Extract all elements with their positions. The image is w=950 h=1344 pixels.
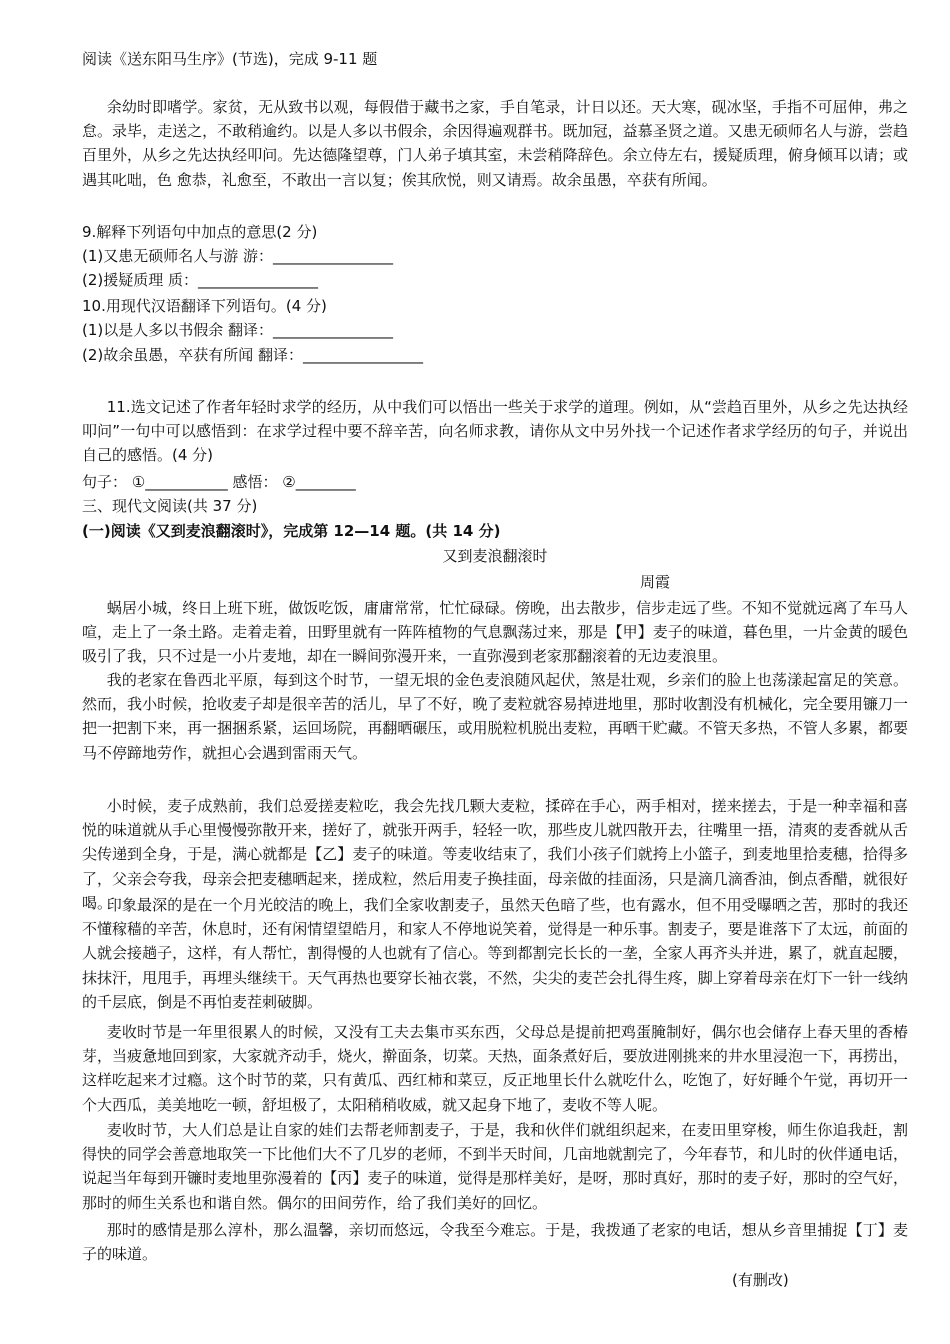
article-title: 又到麦浪翻滚时 xyxy=(442,547,548,565)
question-9-item-2: (2)援疑质理 质：________________ xyxy=(82,271,319,289)
article-paragraph: 那时的感情是那么淳朴，那么温馨，亲切而悠远，令我至今难忘。于是，我拨通了老家的电话，想从乡音里捕捉【丁】麦子的味道。 xyxy=(82,1221,908,1264)
article-author: 周霞 xyxy=(640,573,671,591)
article-paragraph: 麦收时节是一年里很累人的时候，又没有工夫去集市买东西，父母总是提前把鸡蛋腌制好，偶尔也会储存上春天里的香椿芽，当疲惫地回到家，大家就齐动手，烧火，擀面条，切菜。天热，面条煮好后，要放进刚挑来的井水里浸泡一下，再捞出，这样吃起来才过瘾。这个时节的菜，只有黄瓜、西红柿和菜豆，反正地里长什么就吃什么，吃饱了，好好睡个午觉，再切开一个大西瓜，美美地吃一顿，舒坦极了，太阳稍稍收威，就又起身下地了，麦收不等人呢。 xyxy=(82,1023,908,1114)
reading-intro: 阅读《送东阳马生序》(节选)，完成 9-11 题 xyxy=(82,50,378,68)
classical-passage: 余幼时即嗜学。家贫，无从致书以观，每假借于藏书之家，手自笔录，计日以还。天大寒，砚冰坚，手指不可屈伸，弗之怠。录毕，走送之，不敢稍逾约。以是人多以书假余，余因得遍观群书。既加冠，益慕圣贤之道。又患无硕师名人与游，尝趋百里外，从乡之先达执经叩问。先达德隆望尊，门人弟子填其室，未尝稍降辞色。余立侍左右，援疑质理，俯身倾耳以请；或遇其叱咄，色 愈恭，礼愈至，不敢出一言以复；俟其欣悦，则又请焉。故余虽愚，卒获有所闻。 xyxy=(82,98,908,189)
article-paragraph: 印象最深的是在一个月光皎洁的晚上，我们全家收割麦子，虽然天色暗了些，也有露水，但不用受曝晒之苦，那时的我还不懂稼穑的辛苦，休息时，还有闲情望望皓月，和家人不停地说笑着，觉得是一种乐事。割麦子，要是谁落下了太远，前面的人就会接趟子，这样，有人帮忙，割得慢的人也就有了信心。等到都割完长长的一垄，全家人再齐头并进，累了，就直起腰，抹抹汗，甩甩手，再埋头继续干。天气再热也要穿长袖衣裳，不然，尖尖的麦芒会扎得生疼，脚上穿着母亲在灯下一针一线纳的千层底，倒是不再怕麦茬刺破脚。 xyxy=(82,896,908,1011)
section-3-heading: 三、现代文阅读(共 37 分) xyxy=(82,497,258,515)
article-paragraph: 小时候，麦子成熟前，我们总爱搓麦粒吃，我会先找几颗大麦粒，揉碎在手心，两手相对，搓来搓去，于是一种幸福和喜悦的味道就从手心里慢慢弥散开来，搓好了，就张开两手，轻轻一吹，那些皮儿就四散开去，往嘴里一捂，清爽的麦香就从舌尖传递到全身，于是，满心就都是【乙】麦子的味道。等麦收结束了，我们小孩子们就挎上小篮子，到麦地里拾麦穗，拾得多了，父亲会夸我，母亲会把麦穗晒起来，搓成粒，然后用麦子换挂面，母亲做的挂面汤，只是滴几滴香油，倒点香醋，就很好喝。 xyxy=(82,797,908,912)
article-paragraph: 蜗居小城，终日上班下班，做饭吃饭，庸庸常常，忙忙碌碌。傍晚，出去散步，信步走远了些。不知不觉就远离了车马人喧，走上了一条土路。走着走着，田野里就有一阵阵植物的气息飘荡过来，那是【甲】麦子的味道，暮色里，一片金黄的暖色吸引了我，只不过是一小片麦地，却在一瞬间弥漫开来，一直弥漫到老家那翻滚着的无边麦浪里。 xyxy=(82,599,908,666)
article-paragraph: 麦收时节，大人们总是让自家的娃们去帮老师割麦子，于是，我和伙伴们就组织起来，在麦田里穿梭，师生你追我赶，割得快的同学会善意地取笑一下比他们大不了几岁的老师，不到半天时间，几亩地就割完了，今年春节，和儿时的伙伴通电话，说起当年每到开镰时麦地里弥漫着的【丙】麦子的味道，觉得是那样美好，是呀，那时真好，那时的麦子好，那时的空气好，那时的师生关系也和谐自然。偶尔的田间劳作，给了我们美好的回忆。 xyxy=(82,1121,908,1212)
question-10-item-2: (2)故余虽愚，卒获有所闻 翻译：________________ xyxy=(82,346,424,364)
question-10-title: 10.用现代汉语翻译下列语句。(4 分) xyxy=(82,297,327,315)
question-9-title: 9.解释下列语句中加点的意思(2 分) xyxy=(82,223,318,241)
edit-note: (有删改) xyxy=(732,1271,789,1289)
part-1-heading: (一)阅读《又到麦浪翻滚时》，完成第 12—14 题。(共 14 分) xyxy=(82,522,501,540)
question-11-answer: 句子： ①___________ 感悟： ②________ xyxy=(82,473,356,491)
question-11-text: 11.选文记述了作者年轻时求学的经历，从中我们可以悟出一些关于求学的道理。例如，从“尝趋百里外，从乡之先达执经叩问”一句中可以感悟到：在求学过程中要不辞辛苦，向名师求教，请你从文中另外找一个记述作者求学经历的句子，并说出自己的感悟。(4 分) xyxy=(82,398,908,465)
question-10-item-1: (1)以是人多以书假余 翻译：________________ xyxy=(82,321,394,339)
article-paragraph: 我的老家在鲁西北平原，每到这个时节，一望无垠的金色麦浪随风起伏，煞是壮观，乡亲们的脸上也荡漾起富足的笑意。然而，我小时候，抢收麦子却是很辛苦的活儿，早了不好，晚了麦粒就容易掉进地里，那时收割没有机械化，完全要用镰刀一把一把割下来，再一捆捆系紧，运回场院，再翻晒碾压，或用脱粒机脱出麦粒，再晒干贮藏。不管天多热，不管人多累，都要马不停蹄地劳作，就担心会遇到雷雨天气。 xyxy=(82,671,908,762)
question-9-item-1: (1)又患无硕师名人与游 游：________________ xyxy=(82,247,394,265)
